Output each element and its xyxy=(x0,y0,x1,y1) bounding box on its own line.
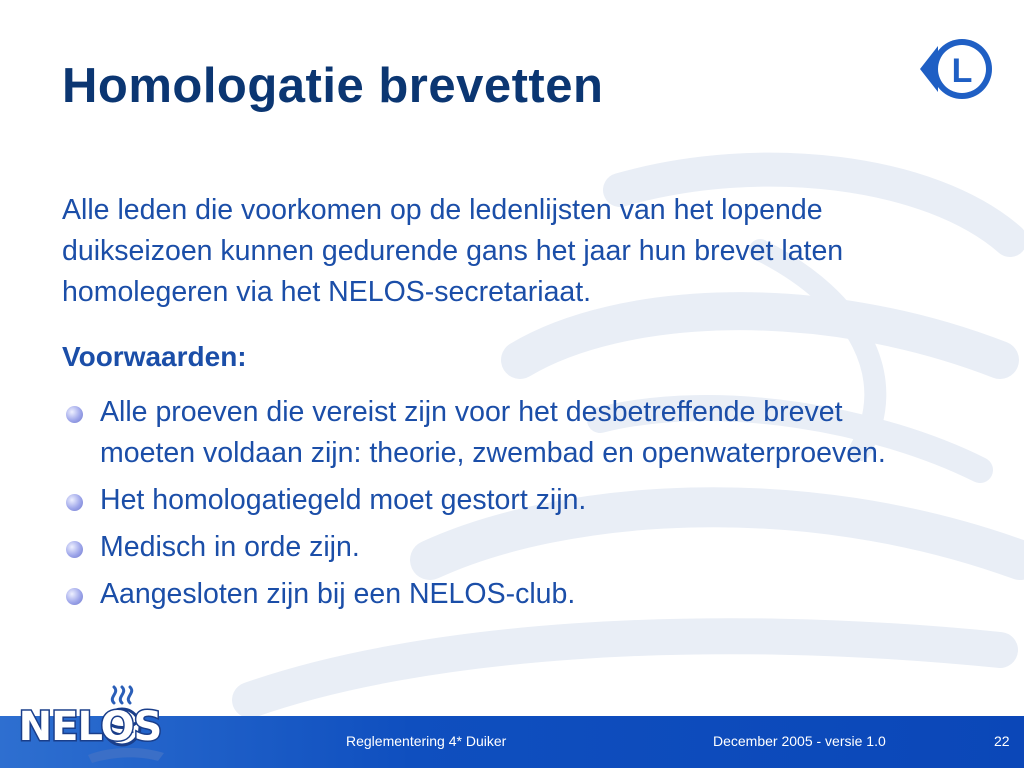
list-item-text: Aangesloten zijn bij een NELOS-club. xyxy=(100,578,576,610)
list-item-text: Alle proeven die vereist zijn voor het desbetreffende brevet moeten voldaan zijn: theorie, zwembad en openwaterproeven. xyxy=(100,396,886,469)
page-number: 22 xyxy=(994,733,1010,749)
intro-paragraph: Alle leden die voorkomen op de ledenlijsten van het lopende duikseizoen kunnen gedurende gans het jaar hun brevet laten homolegeren via het NELOS-secretariaat. xyxy=(62,194,844,308)
bullet-icon xyxy=(66,588,83,605)
list-item-text: Het homologatiegeld moet gestort zijn. xyxy=(100,484,587,516)
conditions-list xyxy=(62,392,942,621)
list-item xyxy=(62,574,942,615)
bullet-icon xyxy=(66,406,83,423)
nelos-logo-text: NELOS xyxy=(18,704,162,750)
nelos-logo xyxy=(8,683,172,765)
l-logo-icon xyxy=(916,28,998,110)
l-logo-letter: L xyxy=(951,52,973,90)
list-item xyxy=(62,527,942,568)
bullet-icon xyxy=(66,494,83,511)
list-item-text: Medisch in orde zijn. xyxy=(100,531,360,563)
slide-title: Homologatie brevetten xyxy=(62,59,604,113)
bullet-icon xyxy=(66,541,83,558)
conditions-heading: Voorwaarden: xyxy=(62,341,247,372)
list-item xyxy=(62,480,942,521)
footer-title: Reglementering 4* Duiker xyxy=(346,733,507,749)
footer-date-version: December 2005 - versie 1.0 xyxy=(713,733,886,749)
list-item xyxy=(62,392,942,474)
